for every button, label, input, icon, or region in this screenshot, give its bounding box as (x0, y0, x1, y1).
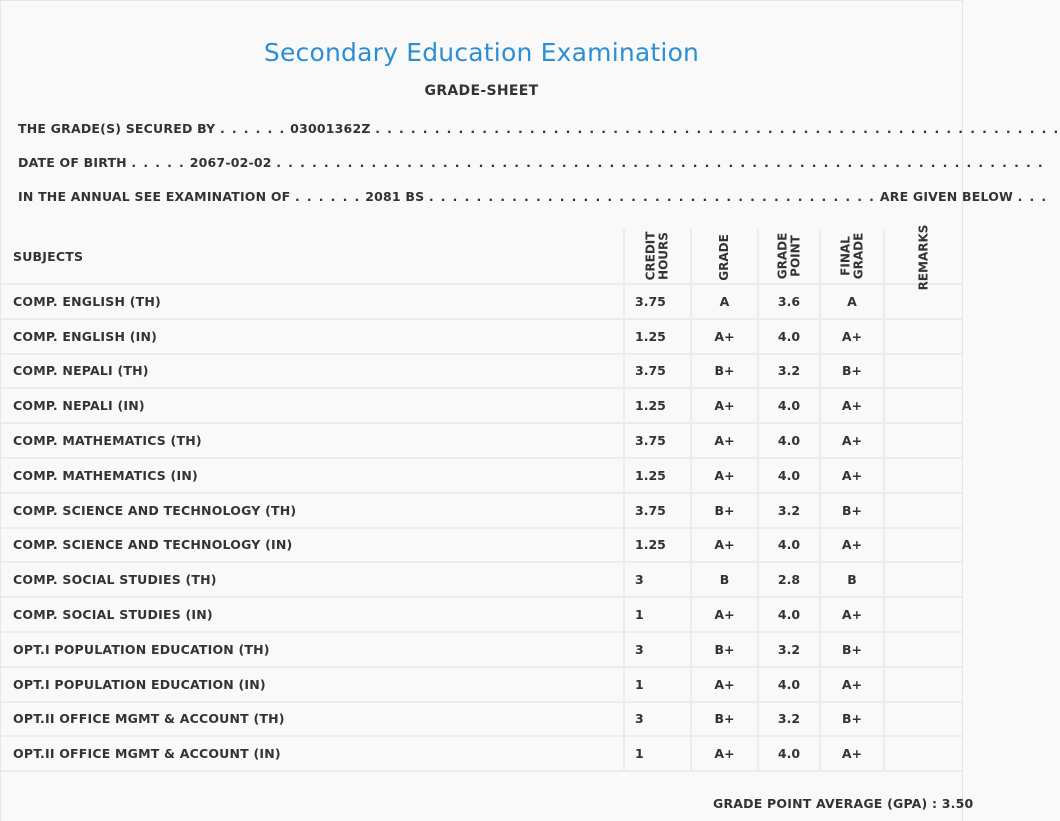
final-grade-cell: B (820, 562, 884, 597)
table-row (1, 423, 962, 458)
final-grade-cell: B+ (820, 354, 884, 389)
remarks-header-label: REMARKS (915, 224, 930, 290)
final-grade-cell: A+ (820, 319, 884, 354)
table-row (1, 597, 962, 632)
final-grade-cell: A+ (820, 667, 884, 702)
subjects-header: SUBJECTS (1, 229, 624, 284)
subject-cell: COMP. MATHEMATICS (TH) (1, 423, 624, 458)
grade-cell: B+ (691, 354, 758, 389)
exam-label: IN THE ANNUAL SEE EXAMINATION OF (18, 189, 291, 204)
remarks-header (884, 224, 962, 290)
remarks-cell (884, 736, 962, 771)
credit-hours-cell: 1.25 (624, 528, 691, 563)
dots: . . . . . . (294, 189, 361, 204)
grades-table-body (1, 284, 962, 771)
grade-cell: A+ (691, 597, 758, 632)
gpa-label: GRADE POINT AVERAGE (GPA) : (713, 796, 938, 811)
secured-by-line (18, 121, 1060, 136)
credit-hours-cell: 3.75 (624, 423, 691, 458)
final-grade-cell: A+ (820, 736, 884, 771)
table-row (1, 284, 962, 319)
credit-hours-header-line2: HOURS (656, 232, 671, 280)
credit-hours-header-line1: CREDIT (643, 231, 658, 281)
dob-value: 2067-02-02 (189, 155, 272, 170)
dob-line (18, 155, 1044, 170)
credit-hours-cell: 3.75 (624, 493, 691, 528)
gpa-value: 3.50 (941, 796, 974, 811)
grades-table (1, 224, 962, 772)
final-grade-cell: B+ (820, 702, 884, 737)
symbol-number: 03001362Z (290, 121, 371, 136)
grade-header-label: GRADE (716, 233, 731, 281)
grade-point-cell: 4.0 (758, 736, 820, 771)
remarks-cell (884, 319, 962, 354)
grade-cell: A+ (691, 319, 758, 354)
final-grade-cell: B+ (820, 632, 884, 667)
grade-point-cell: 4.0 (758, 597, 820, 632)
remarks-cell (884, 388, 962, 423)
remarks-cell (884, 528, 962, 563)
grade-point-cell: 3.2 (758, 354, 820, 389)
grade-cell: B+ (691, 632, 758, 667)
credit-hours-cell: 1.25 (624, 319, 691, 354)
final-grade-header-line1: FINAL (837, 236, 852, 276)
grade-point-cell: 3.6 (758, 284, 820, 319)
grade-point-cell: 4.0 (758, 528, 820, 563)
table-row (1, 702, 962, 737)
final-grade-cell: A+ (820, 597, 884, 632)
credit-hours-cell: 1 (624, 597, 691, 632)
credit-hours-header (624, 229, 691, 284)
dots: . . . . . . (219, 121, 286, 136)
grade-point-cell: 3.2 (758, 632, 820, 667)
remarks-cell (884, 632, 962, 667)
exam-suffix: ARE GIVEN BELOW (879, 189, 1014, 204)
credit-hours-cell: 1 (624, 736, 691, 771)
gpa-line (713, 796, 973, 811)
dots: . . . . . . . . . . . . . . . . . . . . . . . . . . . . . . . . . . . . . . . . . . . . . . . . . . . . . . . . . . (375, 121, 1060, 136)
subject-cell: COMP. ENGLISH (TH) (1, 284, 624, 319)
credit-hours-cell: 1.25 (624, 458, 691, 493)
table-row (1, 667, 962, 702)
subject-cell: OPT.I POPULATION EDUCATION (TH) (1, 632, 624, 667)
subject-cell: OPT.I POPULATION EDUCATION (IN) (1, 667, 624, 702)
grade-point-cell: 4.0 (758, 423, 820, 458)
grade-cell: A+ (691, 388, 758, 423)
final-grade-cell: A+ (820, 458, 884, 493)
remarks-cell (884, 562, 962, 597)
table-row (1, 493, 962, 528)
grade-point-cell: 3.2 (758, 702, 820, 737)
grade-point-header-line1: GRADE (774, 232, 789, 280)
secured-by-label: THE GRADE(S) SECURED BY (18, 121, 216, 136)
remarks-cell (884, 667, 962, 702)
page-subtitle: GRADE-SHEET (424, 83, 539, 99)
final-grade-header (820, 229, 884, 284)
table-row (1, 354, 962, 389)
grade-cell: A+ (691, 458, 758, 493)
exam-line (18, 189, 1048, 204)
dots: . . . . . (131, 155, 186, 170)
grade-header (691, 229, 758, 284)
subject-cell: COMP. NEPALI (IN) (1, 388, 624, 423)
dots: . . . (1017, 189, 1048, 204)
grade-cell: A (691, 284, 758, 319)
final-grade-cell: A (820, 284, 884, 319)
table-row (1, 319, 962, 354)
grade-cell: A+ (691, 528, 758, 563)
grade-cell: B+ (691, 493, 758, 528)
table-row (1, 528, 962, 563)
table-row (1, 562, 962, 597)
grade-cell: A+ (691, 423, 758, 458)
subject-cell: COMP. SCIENCE AND TECHNOLOGY (TH) (1, 493, 624, 528)
remarks-cell (884, 597, 962, 632)
grade-point-cell: 2.8 (758, 562, 820, 597)
subject-cell: COMP. MATHEMATICS (IN) (1, 458, 624, 493)
table-row (1, 458, 962, 493)
table-row (1, 388, 962, 423)
credit-hours-cell: 3.75 (624, 354, 691, 389)
grade-point-cell: 4.0 (758, 319, 820, 354)
remarks-cell (884, 423, 962, 458)
table-row (1, 736, 962, 771)
grade-cell: B+ (691, 702, 758, 737)
dots: . . . . . . . . . . . . . . . . . . . . . . . . . . . . . . . . . . . . . . . . . . . . . . . . . . . . . . . . . . . . . . . . . (276, 155, 1045, 170)
credit-hours-cell: 3.75 (624, 284, 691, 319)
final-grade-cell: B+ (820, 493, 884, 528)
table-row (1, 632, 962, 667)
subject-cell: OPT.II OFFICE MGMT & ACCOUNT (IN) (1, 736, 624, 771)
dots: . . . . . . . . . . . . . . . . . . . . . . . . . . . . . . . . . . . . . . (428, 189, 876, 204)
subject-cell: COMP. SOCIAL STUDIES (TH) (1, 562, 624, 597)
subject-cell: OPT.II OFFICE MGMT & ACCOUNT (TH) (1, 702, 624, 737)
page-title: Secondary Education Examination (263, 38, 700, 67)
grade-cell: B (691, 562, 758, 597)
grade-point-cell: 4.0 (758, 667, 820, 702)
credit-hours-cell: 1.25 (624, 388, 691, 423)
exam-year: 2081 BS (365, 189, 425, 204)
remarks-cell (884, 354, 962, 389)
final-grade-cell: A+ (820, 423, 884, 458)
final-grade-header-line2: GRADE (850, 232, 865, 280)
grade-cell: A+ (691, 736, 758, 771)
remarks-cell (884, 458, 962, 493)
credit-hours-cell: 3 (624, 702, 691, 737)
grade-point-cell: 3.2 (758, 493, 820, 528)
remarks-cell (884, 493, 962, 528)
grade-point-cell: 4.0 (758, 388, 820, 423)
credit-hours-cell: 3 (624, 632, 691, 667)
table-header-row (1, 229, 962, 284)
subject-cell: COMP. ENGLISH (IN) (1, 319, 624, 354)
final-grade-cell: A+ (820, 528, 884, 563)
credit-hours-cell: 1 (624, 667, 691, 702)
grade-cell: A+ (691, 667, 758, 702)
final-grade-cell: A+ (820, 388, 884, 423)
subject-cell: COMP. SCIENCE AND TECHNOLOGY (IN) (1, 528, 624, 563)
grade-point-cell: 4.0 (758, 458, 820, 493)
subject-cell: COMP. SOCIAL STUDIES (IN) (1, 597, 624, 632)
dob-label: DATE OF BIRTH (18, 155, 127, 170)
subject-cell: COMP. NEPALI (TH) (1, 354, 624, 389)
grade-point-header-line2: POINT (787, 235, 802, 277)
credit-hours-cell: 3 (624, 562, 691, 597)
grade-point-header (758, 229, 820, 284)
remarks-cell (884, 702, 962, 737)
